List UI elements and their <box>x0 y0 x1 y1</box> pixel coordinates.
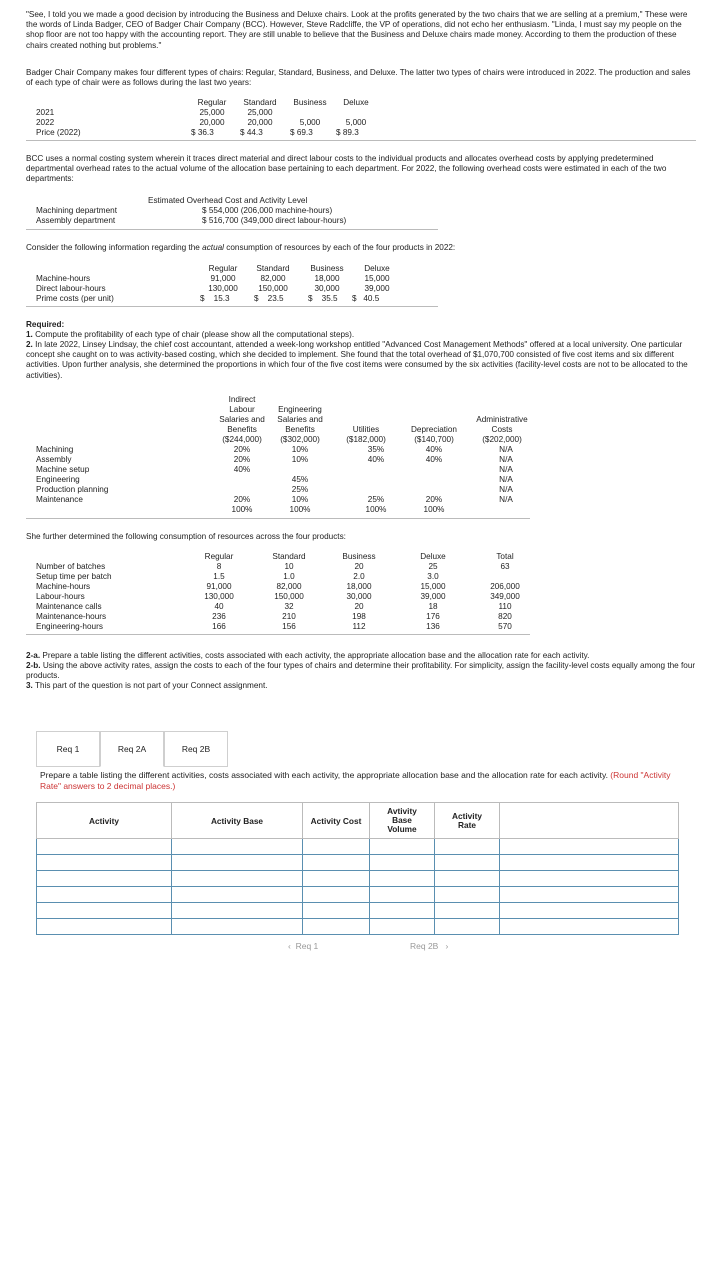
text: Salaries and <box>277 415 323 424</box>
text: Administrative <box>476 415 528 424</box>
cell: $ 15.3 <box>200 294 230 303</box>
row-label: Machine-hours <box>36 274 91 283</box>
answer-input-cell[interactable] <box>172 919 303 935</box>
text: ($202,000) <box>482 435 522 444</box>
cell: $ 40.5 <box>352 294 380 303</box>
cell: 206,000 <box>490 582 520 591</box>
divider <box>26 140 696 141</box>
text: Benefits <box>227 425 257 434</box>
cell: 30,000 <box>314 284 340 293</box>
cell: 156 <box>282 622 296 631</box>
cell: 39,000 <box>364 284 390 293</box>
text: Labour <box>229 405 255 414</box>
cell: 8 <box>216 562 222 571</box>
text: Prepare a table listing the different activities, costs associated with each activity, the appropriate allocation base and the allocation rate for each activity. <box>40 770 611 780</box>
cell: 82,000 <box>260 274 286 283</box>
chevron-right-icon: › <box>445 941 449 951</box>
tab-req-2a[interactable] <box>100 731 164 767</box>
answer-input-cell[interactable] <box>370 855 435 871</box>
cell: 18,000 <box>314 274 340 283</box>
col-deluxe: Deluxe <box>343 98 369 107</box>
cell: 40% <box>233 465 251 474</box>
answer-input-cell[interactable] <box>37 919 172 935</box>
row-label: Machine-hours <box>36 582 91 591</box>
row-label: 2021 <box>36 108 55 117</box>
text: This part of the question is not part of your Connect assignment. <box>32 681 268 690</box>
tab-label: Req 2B <box>181 744 211 754</box>
required-title <box>26 320 696 330</box>
text: Rate <box>458 819 476 830</box>
cell: 63 <box>500 562 510 571</box>
cell: 40% <box>425 455 443 464</box>
actual-table <box>36 264 416 306</box>
cell: 18 <box>428 602 438 611</box>
overhead-header: Estimated Overhead Cost and Activity Level <box>148 196 308 205</box>
cell: 35% <box>367 445 385 454</box>
answer-input-cell[interactable] <box>172 855 303 871</box>
cell: 2.0 <box>353 572 365 581</box>
text: Depreciation <box>411 425 457 434</box>
prev-label: Req 1 <box>295 941 319 951</box>
text: 1. <box>26 330 33 339</box>
cell: 20% <box>233 495 251 504</box>
answer-input-cell <box>500 887 679 903</box>
col-regular: Regular <box>197 98 227 107</box>
cell: 25% <box>291 485 309 494</box>
answer-body <box>37 839 679 935</box>
answer-input-cell[interactable] <box>303 919 370 935</box>
cell: 130,000 <box>208 284 238 293</box>
row-label: Engineering <box>36 475 80 484</box>
cell: 20% <box>425 495 443 504</box>
question-2 <box>26 340 696 381</box>
cell: N/A <box>499 485 513 494</box>
cell: 20% <box>233 445 251 454</box>
cell: 5,000 <box>299 118 321 127</box>
cell: 349,000 <box>490 592 520 601</box>
header-engineering <box>272 405 328 445</box>
cell: 3.0 <box>427 572 439 581</box>
answer-input-cell <box>500 871 679 887</box>
cell: 112 <box>352 622 366 631</box>
cell: 136 <box>426 622 440 631</box>
answer-input-cell[interactable] <box>172 903 303 919</box>
col-regular: Regular <box>204 552 234 561</box>
cell: 39,000 <box>420 592 446 601</box>
col-business: Business <box>310 264 344 273</box>
cell: 820 <box>498 612 512 621</box>
answer-input-cell[interactable] <box>37 887 172 903</box>
cell: 1.0 <box>283 572 295 581</box>
table-row <box>37 903 679 919</box>
cell: 25,000 <box>199 108 225 117</box>
col-activity-base: Activity Base <box>172 803 303 839</box>
text: 2-a. <box>26 651 41 660</box>
cell: 150,000 <box>258 284 288 293</box>
cell: 198 <box>352 612 366 621</box>
text: Compute the profitability of each type of chair (please show all the computational steps). <box>32 330 355 339</box>
text: Using the above activity rates, assign the costs to each of the four types of chairs and determine their profitability. For simplicity, assign the facility-level costs equally among the four products. <box>26 661 696 681</box>
text: 3. <box>26 681 33 690</box>
divider <box>26 518 530 519</box>
next-button[interactable] <box>410 941 448 951</box>
answer-input-cell <box>500 839 679 855</box>
answer-input-cell[interactable] <box>435 839 500 855</box>
cell: 150,000 <box>274 592 304 601</box>
text: Prepare a table listing the different activities, costs associated with each activity, the appropriate allocation base and the allocation rate for each activity. <box>40 651 590 660</box>
row-label: Assembly department <box>36 216 116 225</box>
text: Indirect <box>228 395 256 404</box>
resource-paragraph: She further determined the following consumption of resources across the four products: <box>26 532 346 541</box>
text: In late 2022, Linsey Lindsay, the chief cost accountant, attended a week-long workshop entitled "Advanced Cost Management Methods" offered at a local university. One particular concept she caught on to was activity-based costing, which she decided to implement. She found that the total overhead of $1,070,700 consisted of five cost items and six different activities. Upon further analysis, she determined the proportions in which four of the five cost items were consumed by the six activities (facility-level costs are not to be allocated to the activities). <box>26 340 688 380</box>
answer-input-cell[interactable] <box>435 903 500 919</box>
divider <box>26 229 438 230</box>
cell: 10 <box>284 562 294 571</box>
text: ($140,700) <box>414 435 454 444</box>
cell: N/A <box>499 475 513 484</box>
text: ($302,000) <box>280 435 320 444</box>
row-label: Labour-hours <box>36 592 85 601</box>
answer-input-cell[interactable] <box>370 887 435 903</box>
text: consumption of resources by each of the four products in 2022: <box>224 243 456 252</box>
answer-input-cell[interactable] <box>370 919 435 935</box>
row-label: Maintenance-hours <box>36 612 107 621</box>
tab-label: Req 2A <box>117 744 147 754</box>
cell: 20,000 <box>199 118 225 127</box>
cell: 45% <box>291 475 309 484</box>
answer-input-cell[interactable] <box>370 903 435 919</box>
cell: 25 <box>428 562 438 571</box>
cell: 25,000 <box>247 108 273 117</box>
row-label: Maintenance calls <box>36 602 102 611</box>
answer-input-cell[interactable] <box>435 887 500 903</box>
part-3 <box>26 681 696 691</box>
answer-input-cell[interactable] <box>37 871 172 887</box>
costing-paragraph: BCC uses a normal costing system wherein it traces direct material and direct labour costs to the individual products and allocates overhead costs by applying predetermined departmental overhead rates to the actual volume of the allocation base pertaining to each department. For 2022, the following overhead costs were estimated in each of the two departments: <box>26 154 667 184</box>
text: ($244,000) <box>222 435 262 444</box>
header-administrative <box>472 415 532 445</box>
cell: 10% <box>291 455 309 464</box>
cell: 20,000 <box>247 118 273 127</box>
cell: $ 35.5 <box>308 294 338 303</box>
divider <box>26 634 530 635</box>
answer-input-cell <box>500 903 679 919</box>
row-label: Assembly <box>36 455 72 464</box>
answer-input-cell[interactable] <box>303 871 370 887</box>
cell: 32 <box>284 602 294 611</box>
chevron-left-icon: ‹ <box>288 941 291 951</box>
row-label: 2022 <box>36 118 55 127</box>
answer-input-cell[interactable] <box>172 839 303 855</box>
text: Consider the following information regarding the <box>26 243 203 252</box>
intro-paragraph: Badger Chair Company makes four different types of chairs: Regular, Standard, Business, and Deluxe. The latter two types of chairs were introduced in 2022. The production and sales of each type of chair were as follows during the last two years: <box>26 68 691 88</box>
cell: 166 <box>212 622 226 631</box>
answer-input-cell[interactable] <box>435 919 500 935</box>
row-label: Machining <box>36 445 74 454</box>
cell: 91,000 <box>210 274 236 283</box>
tab-req-2b[interactable] <box>164 731 228 767</box>
cost-item-table <box>36 395 536 517</box>
cell: $ 36.3 <box>191 128 214 137</box>
row-label: Prime costs (per unit) <box>36 294 114 303</box>
header-depreciation <box>406 425 462 445</box>
answer-input-cell[interactable] <box>303 855 370 871</box>
row-label: Engineering-hours <box>36 622 103 631</box>
cell: 1.5 <box>213 572 225 581</box>
tab-req-1[interactable] <box>36 731 100 767</box>
divider <box>26 306 438 307</box>
text: Required: <box>26 320 65 329</box>
answer-input-cell[interactable] <box>37 855 172 871</box>
row-label: Setup time per batch <box>36 572 112 581</box>
cell: 18,000 <box>346 582 372 591</box>
cell: 15,000 <box>364 274 390 283</box>
cell: $ 69.3 <box>290 128 313 137</box>
text: Engineering <box>278 405 322 414</box>
text: Activity <box>452 810 482 821</box>
cell: 210 <box>282 612 296 621</box>
table-row <box>37 887 679 903</box>
answer-input-cell <box>500 855 679 871</box>
answer-input-cell[interactable] <box>303 887 370 903</box>
cell: 82,000 <box>276 582 302 591</box>
answer-instruction <box>40 770 690 792</box>
text: 2-b. <box>26 661 41 670</box>
text: 2. <box>26 340 33 349</box>
col-deluxe: Deluxe <box>364 264 390 273</box>
col-activity-rate <box>435 803 500 839</box>
cell: 20 <box>354 562 364 571</box>
col-business: Business <box>293 98 327 107</box>
col-standard: Standard <box>243 98 277 107</box>
row-label: Price (2022) <box>36 128 81 137</box>
col-deluxe: Deluxe <box>420 552 446 561</box>
text: Costs <box>491 425 513 434</box>
header-utilities <box>340 425 392 445</box>
total-cell: 100% <box>289 505 311 514</box>
cell: 5,000 <box>345 118 367 127</box>
part-2a <box>26 651 696 661</box>
question-1 <box>26 330 696 340</box>
table-row <box>37 839 679 855</box>
cell: 40% <box>425 445 443 454</box>
text: ($182,000) <box>346 435 386 444</box>
cell: 10% <box>291 445 309 454</box>
cell: 20 <box>354 602 364 611</box>
part-2b <box>26 661 696 681</box>
cell: 236 <box>212 612 226 621</box>
row-label: Number of batches <box>36 562 106 571</box>
total-cell: 100% <box>423 505 445 514</box>
tab-label: Req 1 <box>56 744 80 754</box>
col-activity-cost: Activity Cost <box>303 803 370 839</box>
intro-quote: "See, I told you we made a good decision by introducing the Business and Deluxe chairs. Look at the profits generated by the two chairs that we are selling at a premium," These were the words of Linda Badger, CEO of Badger Chair Company (BCC). However, Steve Radcliffe, the VP of operations, did not echo her enthusiasm. "Linda, I must say my people on the shop floor are not too happy with the accounting report. They are still unable to believe that the Business and Deluxe chairs made money. According to them the production of these chairs created nothing but problems." <box>26 10 688 50</box>
cell: 30,000 <box>346 592 372 601</box>
cell: 40 <box>214 602 224 611</box>
cell: 91,000 <box>206 582 232 591</box>
col-business: Business <box>342 552 376 561</box>
col-standard: Standard <box>256 264 290 273</box>
answer-input-cell[interactable] <box>37 903 172 919</box>
cell: N/A <box>499 445 513 454</box>
cell: 15,000 <box>420 582 446 591</box>
text: Salaries and <box>219 415 265 424</box>
row-label: Machining department <box>36 206 118 215</box>
row-label: Machine setup <box>36 465 90 474</box>
cell: $ 44.3 <box>240 128 263 137</box>
cell: 20% <box>233 455 251 464</box>
activity-answer-table <box>36 802 679 935</box>
text: Volume <box>387 824 417 834</box>
emphasis: actual <box>202 243 224 252</box>
cell: 25% <box>367 495 385 504</box>
total-cell: 100% <box>365 505 387 514</box>
cell: 130,000 <box>204 592 234 601</box>
answer-input-cell[interactable] <box>435 855 500 871</box>
answer-input-cell[interactable] <box>172 887 303 903</box>
actual-paragraph <box>26 243 696 253</box>
cell: $ 516,700 (349,000 direct labour-hours) <box>202 216 347 225</box>
col-total: Total <box>496 552 514 561</box>
resource-table <box>36 552 536 634</box>
text: Base <box>392 815 412 825</box>
row-label: Direct labour-hours <box>36 284 106 293</box>
col-regular: Regular <box>208 264 238 273</box>
table-row <box>37 871 679 887</box>
cell: N/A <box>499 455 513 464</box>
answer-input-cell[interactable] <box>37 839 172 855</box>
next-label: Req 2B <box>410 941 439 951</box>
answer-input-cell[interactable] <box>303 903 370 919</box>
col-activity-base-volume <box>370 803 435 839</box>
text: Benefits <box>285 425 315 434</box>
col-activity: Activity <box>37 803 172 839</box>
cell: 10% <box>291 495 309 504</box>
cell: $ 554,000 (206,000 machine-hours) <box>202 206 333 215</box>
text: Avtivity <box>387 806 417 816</box>
sales-table <box>36 98 376 140</box>
cell: N/A <box>499 465 513 474</box>
cell: 110 <box>498 602 512 611</box>
answer-input-cell[interactable] <box>303 839 370 855</box>
overhead-table <box>36 196 396 228</box>
answer-input-cell[interactable] <box>370 871 435 887</box>
answer-input-cell[interactable] <box>172 871 303 887</box>
cell: $ 23.5 <box>254 294 284 303</box>
cell: 40% <box>367 455 385 464</box>
text: Utilities <box>352 425 380 434</box>
header-indirect-labour <box>214 395 270 445</box>
row-label: Production planning <box>36 485 109 494</box>
cell: N/A <box>499 495 513 504</box>
col-standard: Standard <box>272 552 306 561</box>
total-cell: 100% <box>231 505 253 514</box>
prev-button[interactable] <box>288 941 318 951</box>
cell: $ 89.3 <box>336 128 359 137</box>
answer-input-cell <box>500 919 679 935</box>
col-blank <box>500 803 679 839</box>
answer-input-cell[interactable] <box>435 871 500 887</box>
rounding-hint: (Round "Activity Rate" answers to 2 decimal places.) <box>40 770 671 791</box>
cell: 570 <box>498 622 512 631</box>
table-row <box>37 855 679 871</box>
answer-input-cell[interactable] <box>370 839 435 855</box>
table-row <box>37 919 679 935</box>
row-label: Maintenance <box>36 495 83 504</box>
cell: 176 <box>426 612 440 621</box>
